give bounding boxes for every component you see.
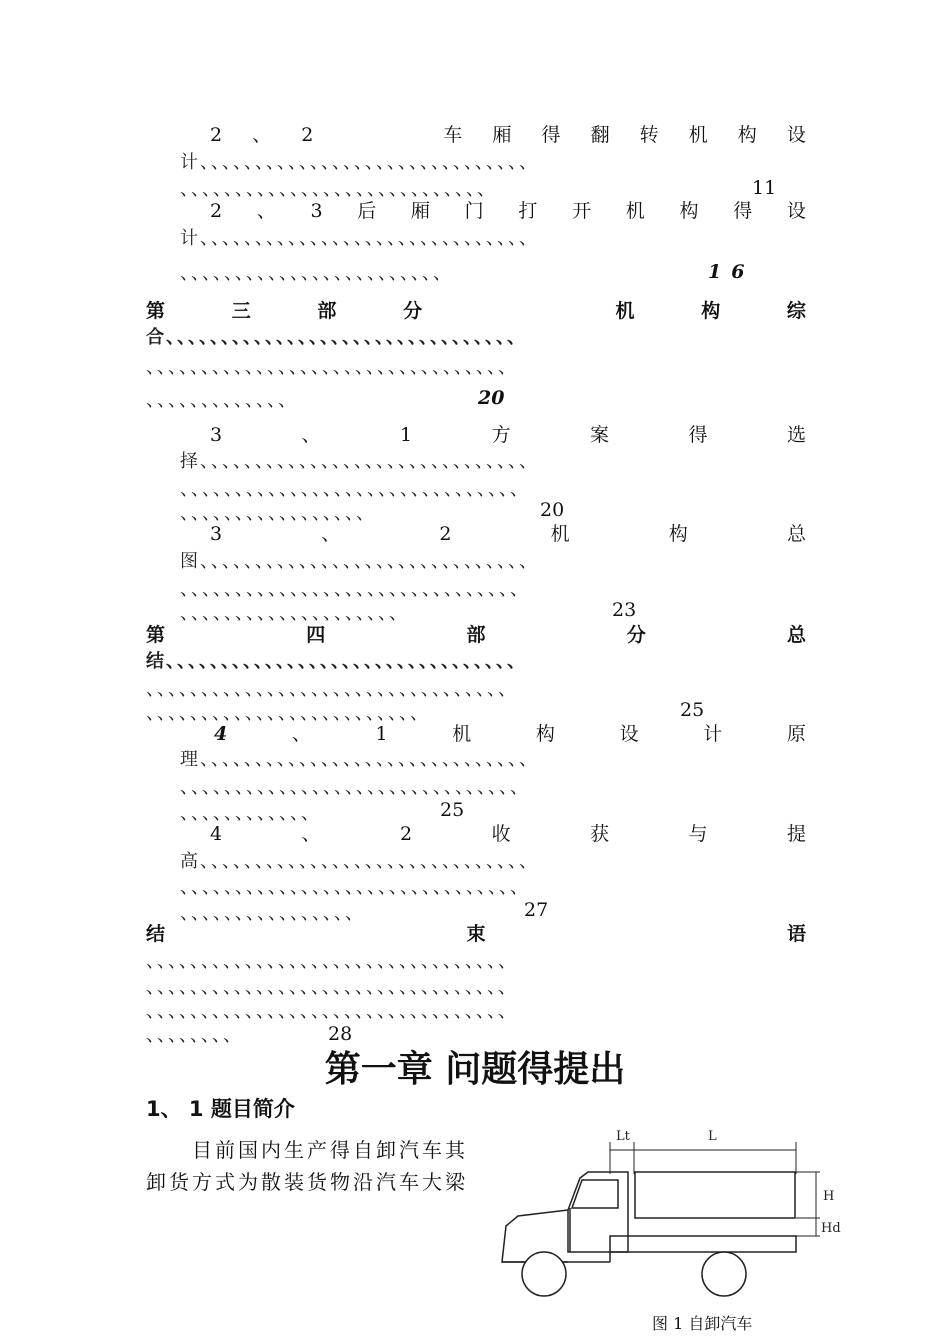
dot-leader: 、、、、、、、、、、、、、、、、、、、、、、、、、、、、、、、、、 (146, 977, 518, 998)
toc-char: 构 (679, 200, 699, 222)
toc-page-number: 27 (524, 899, 549, 921)
toc-char: 构 (701, 300, 721, 322)
toc-char: 第 (146, 624, 166, 646)
toc-char: 方 (491, 424, 511, 446)
dim-label-lt: Lt (616, 1129, 630, 1144)
dot-leader: 、、、、、、、、、、、、、、、、、、、、、、、、、、、、、、 (200, 152, 539, 173)
toc-char: 收 (491, 823, 511, 845)
dot-leader: 、、、、、、、、、、、、、、、、、、、、、、、、、、、、、、、、、 (146, 951, 518, 972)
dim-label-h: H (823, 1189, 835, 1204)
dot-leader: 、、、、、、、、、、、、、、、、、、、、、、、、、 (146, 703, 430, 724)
toc-3-2-title (210, 521, 806, 547)
toc-char: 结 (146, 923, 166, 945)
dump-truck-figure (498, 1122, 848, 1308)
toc-char: 3 (210, 523, 223, 545)
toc-page-digits: 20 (478, 387, 505, 409)
toc-char: 2 (210, 124, 223, 146)
toc-char: 构 (668, 523, 688, 545)
dot-leader: 、、、、、、、、、、、、、、、、、、、、、、、、、、、、、、 (200, 551, 539, 572)
toc-char: 2 (439, 523, 452, 545)
dot-leader: 、、、、、、、、、、、、、、、、、、、、、、、、、、、、、、、 (180, 877, 530, 898)
toc-char: 综 (786, 300, 806, 322)
toc-char: 部 (466, 624, 486, 646)
toc-char: 案 (590, 424, 610, 446)
toc-char: 与 (688, 823, 708, 845)
toc-char: 车 (443, 124, 463, 146)
dot-leader: 、、、、、、、、、、、、、、、、、、、、、、、、、、、、 (180, 179, 497, 200)
toc-page-number: 25 (440, 799, 465, 821)
dot-leader: 、、、、、、、、、、、、、、、、、 (180, 503, 376, 524)
toc-chapter-3-title (146, 298, 806, 324)
toc-4-2-title (210, 821, 806, 847)
toc-char: 4 (210, 823, 223, 845)
dot-leader: 、、、、、、、、、、、、、、、、、、、、、、、、、、、、、、 (200, 851, 539, 872)
toc-conclusion-title (146, 921, 806, 947)
dot-leader: 、、、、、、、、 (146, 1025, 243, 1046)
toc-char: 、 (301, 823, 321, 845)
toc-char: 三 (231, 300, 251, 322)
toc-continuation: 合 (146, 327, 166, 348)
toc-char: 总 (786, 523, 806, 545)
dot-leader: 、、、、、、、、、、、、、、、、、、、、 (180, 603, 409, 624)
toc-char: 四 (306, 624, 326, 646)
toc-char: 语 (786, 923, 806, 945)
dot-leader: 、、、、、、、、、、、、、、、、、、、、、、、、、、、、、、 (200, 451, 539, 472)
toc-char: 机 (688, 124, 708, 146)
dot-leader: 、、、、、、、、、、、、、、、、、、、、、、、、、、、、、、、 (180, 777, 530, 798)
dim-label-l: L (708, 1129, 717, 1144)
toc-char: 构 (737, 124, 757, 146)
toc-char: 设 (786, 200, 806, 222)
toc-char: 总 (786, 624, 806, 646)
toc-char: 得 (688, 424, 708, 446)
toc-page-number: 28 (328, 1023, 353, 1045)
toc-char: 束 (466, 923, 486, 945)
toc-char: 门 (464, 200, 484, 222)
toc-continuation: 计 (180, 152, 200, 173)
dot-leader: 、、、、、、、、、、、、、、、、、、、、、、、、、、、、、、、、 (166, 651, 527, 672)
toc-2-3-title (210, 198, 806, 224)
toc-char: 2 (210, 200, 223, 222)
section-title: 1、 1 题目简介 (146, 1097, 295, 1121)
dot-leader: 、、、、、、、、、、、、、、、、、、、、、、、、、、、、、、、、 (166, 327, 527, 348)
toc-char: 、 (321, 523, 341, 545)
dot-leader: 、、、、、、、、、、、、、、、、、、、、、、、、、、、、、、、、、 (146, 357, 518, 378)
toc-2-2-title (210, 122, 806, 148)
toc-char: 获 (590, 823, 610, 845)
toc-char: 2 (400, 823, 413, 845)
dot-leader: 、、、、、、、、、、、、、、、、 (180, 903, 365, 924)
toc-char: 厢 (410, 200, 430, 222)
dim-label-hd: Hd (821, 1221, 841, 1236)
dot-leader: 、、、、、、、、、、、、、、、、、、、、、、、、 (180, 263, 453, 284)
toc-char: 转 (639, 124, 659, 146)
toc-page-number: 23 (612, 599, 637, 621)
toc-3-1-title (210, 422, 806, 448)
toc-char: 3 (210, 424, 223, 446)
toc-char: 原 (786, 723, 806, 745)
toc-char: 4 (214, 723, 228, 745)
toc-char: 得 (733, 200, 753, 222)
toc-continuation: 计 (180, 228, 200, 249)
dot-leader: 、、、、、、、、、、、、、、、、、、、、、、、、、、、、、、、、、 (146, 1001, 518, 1022)
toc-char: 开 (572, 200, 592, 222)
toc-char: 后 (357, 200, 377, 222)
toc-char: 厢 (492, 124, 512, 146)
toc-char: 设 (786, 124, 806, 146)
toc-char: 分 (403, 300, 423, 322)
toc-page-number (478, 386, 504, 410)
toc-page-number: 25 (680, 699, 705, 721)
dot-leader: 、、、、、、、、、、、、、 (146, 390, 298, 411)
toc-char: 部 (317, 300, 337, 322)
dot-leader: 、、、、、、、、、、、、、、、、、、、、、、、、、、、、、、 (200, 749, 539, 770)
dot-leader: 、、、、、、、、、、、、、、、、、、、、、、、、、、、、、、、 (180, 579, 530, 600)
toc-char: 、 (291, 723, 311, 745)
toc-page-number: 11 (752, 177, 777, 199)
toc-continuation: 图 (180, 551, 200, 572)
toc-char: 、 (252, 124, 272, 146)
toc-char: 3 (310, 200, 323, 222)
toc-char: 机 (452, 723, 472, 745)
toc-4-1-title (214, 721, 806, 747)
toc-char: 、 (256, 200, 276, 222)
figure-caption: 图 1 自卸汽车 (652, 1314, 753, 1333)
toc-char: 1 (375, 723, 388, 745)
toc-char: 选 (786, 424, 806, 446)
toc-char: 机 (615, 300, 635, 322)
toc-char: 提 (786, 823, 806, 845)
toc-char: 计 (703, 723, 723, 745)
toc-char: 构 (535, 723, 555, 745)
toc-char: 1 (400, 424, 413, 446)
toc-continuation: 高 (180, 851, 200, 872)
dot-leader: 、、、、、、、、、、、、、、、、、、、、、、、、、、、、、、、、、 (146, 679, 518, 700)
toc-char: 第 (146, 300, 166, 322)
toc-chapter-4-title (146, 622, 806, 648)
toc-char: 得 (541, 124, 561, 146)
toc-page-number: 20 (540, 499, 565, 521)
dot-leader: 、、、、、、、、、、、、 (180, 803, 321, 824)
dot-leader: 、、、、、、、、、、、、、、、、、、、、、、、、、、、、、、、 (180, 479, 530, 500)
toc-char: 打 (518, 200, 538, 222)
dot-leader: 、、、、、、、、、、、、、、、、、、、、、、、、、、、、、、 (200, 228, 539, 249)
toc-char: 机 (625, 200, 645, 222)
toc-char: 2 (301, 124, 314, 146)
toc-char: 、 (301, 424, 321, 446)
toc-char: 机 (550, 523, 570, 545)
toc-continuation: 结 (146, 651, 166, 672)
toc-char: 分 (626, 624, 646, 646)
chapter-title: 第一章 问题得提出 (324, 1049, 626, 1090)
paragraph-text: 目前国内生产得自卸汽车其卸货方式为散装货物沿汽车大梁 (146, 1138, 468, 1194)
toc-continuation: 理 (180, 749, 200, 770)
toc-page-number: 16 (708, 261, 755, 283)
toc-continuation: 择 (180, 451, 200, 472)
toc-char: 设 (619, 723, 639, 745)
intro-paragraph (146, 1134, 486, 1198)
toc-char: 翻 (590, 124, 610, 146)
